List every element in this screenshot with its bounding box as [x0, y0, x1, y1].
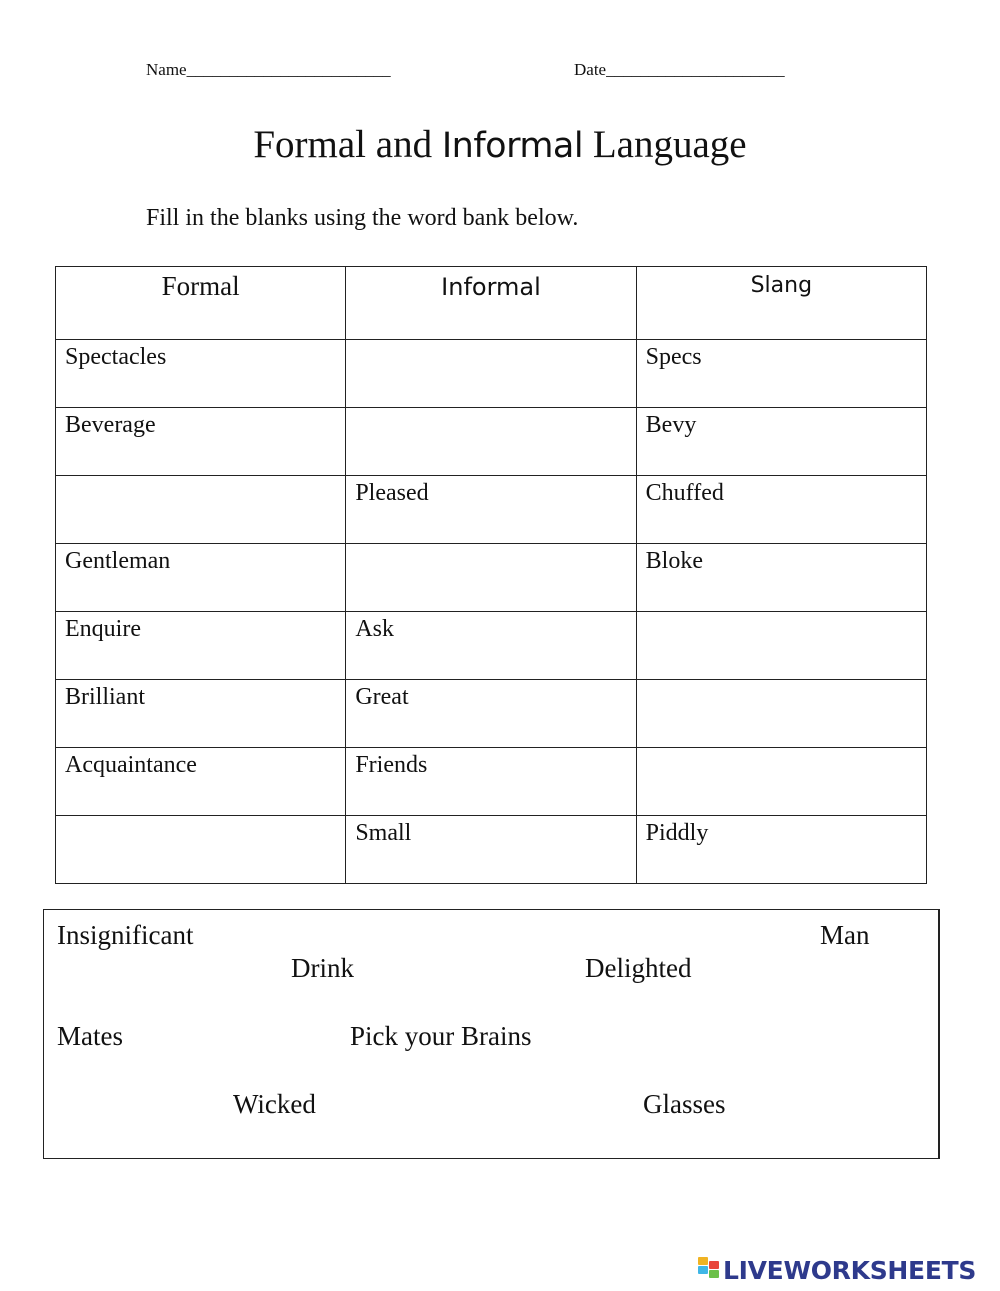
title-part-language: Language	[583, 123, 747, 166]
cell-informal[interactable]	[346, 544, 636, 612]
date-field-label: Date_____________________	[574, 60, 785, 79]
header-slang: Slang	[636, 267, 926, 340]
cell-informal[interactable]: Small	[346, 816, 636, 884]
cell-slang[interactable]: Chuffed	[636, 476, 926, 544]
table-row	[56, 340, 927, 408]
cell-formal[interactable]	[56, 476, 346, 544]
cell-informal[interactable]: Friends	[346, 748, 636, 816]
word-bank-item[interactable]: Man	[820, 920, 870, 950]
word-bank-item[interactable]: Wicked	[233, 1089, 316, 1119]
title-part-formal: Formal and	[253, 123, 442, 166]
cell-informal[interactable]	[346, 408, 636, 476]
cell-slang[interactable]: Piddly	[636, 816, 926, 884]
instructions-text: Fill in the blanks using the word bank below.	[146, 205, 579, 231]
table-row	[56, 748, 927, 816]
logo-block-icon	[698, 1266, 708, 1274]
table-row	[56, 816, 927, 884]
cell-slang[interactable]: Bloke	[636, 544, 926, 612]
word-bank-item[interactable]: Delighted	[585, 953, 692, 983]
word-bank-item[interactable]: Glasses	[643, 1089, 726, 1119]
table-row	[56, 612, 927, 680]
cell-slang[interactable]	[636, 748, 926, 816]
table-row	[56, 544, 927, 612]
cell-informal[interactable]: Pleased	[346, 476, 636, 544]
cell-slang[interactable]	[636, 680, 926, 748]
word-bank-item[interactable]: Pick your Brains	[350, 1021, 532, 1051]
logo-block-icon	[698, 1257, 708, 1265]
cell-informal[interactable]: Ask	[346, 612, 636, 680]
cell-informal[interactable]	[346, 340, 636, 408]
cell-formal[interactable]: Enquire	[56, 612, 346, 680]
page-title	[0, 122, 1000, 167]
liveworksheets-logo-icon	[698, 1257, 720, 1283]
logo-block-icon	[709, 1270, 719, 1278]
word-bank-item[interactable]: Insignificant	[57, 920, 194, 950]
cell-formal[interactable]: Gentleman	[56, 544, 346, 612]
word-bank-item[interactable]: Drink	[291, 953, 354, 983]
name-field-label: Name________________________	[146, 60, 391, 79]
table-row	[56, 408, 927, 476]
cell-slang[interactable]	[636, 612, 926, 680]
liveworksheets-logo-text: LIVEWORKSHEETS	[723, 1255, 977, 1285]
word-bank-box	[43, 909, 940, 1159]
liveworksheets-logo[interactable]	[698, 1256, 976, 1284]
table-row	[56, 680, 927, 748]
cell-formal[interactable]: Beverage	[56, 408, 346, 476]
logo-block-icon	[709, 1261, 719, 1269]
cell-informal[interactable]: Great	[346, 680, 636, 748]
cell-formal[interactable]	[56, 816, 346, 884]
cell-formal[interactable]: Acquaintance	[56, 748, 346, 816]
cell-slang[interactable]: Specs	[636, 340, 926, 408]
cell-formal[interactable]: Spectacles	[56, 340, 346, 408]
cell-slang[interactable]: Bevy	[636, 408, 926, 476]
cell-formal[interactable]: Brilliant	[56, 680, 346, 748]
language-table	[55, 266, 927, 884]
table-row	[56, 476, 927, 544]
header-informal: Informal	[346, 267, 636, 340]
word-bank-item[interactable]: Mates	[57, 1021, 123, 1051]
table-header-row	[56, 267, 927, 340]
title-part-informal: Informal	[441, 126, 584, 166]
header-formal: Formal	[56, 267, 346, 340]
